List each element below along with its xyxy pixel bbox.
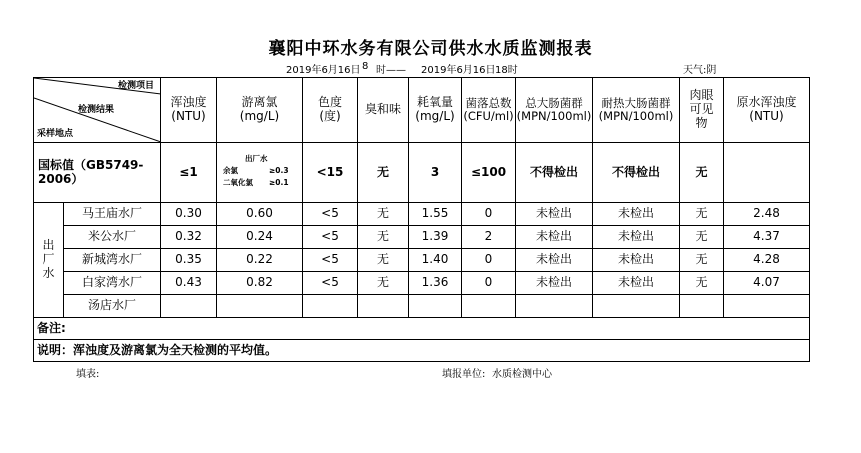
corner-item-label: 检测项目 (118, 81, 155, 91)
start-hour-suffix: 时—— (376, 65, 406, 76)
report-title: 襄阳中环水务有限公司供水水质监测报表 (268, 39, 593, 59)
col-header-turbidity: 浑浊度 (NTU) (161, 78, 217, 143)
site-name: 白家湾水厂 (64, 272, 161, 295)
end-hour: 18时 (495, 65, 518, 76)
start-date: 2019年6月16日 (286, 65, 361, 76)
explanation-row (34, 340, 810, 362)
site-name: 新城湾水厂 (64, 249, 161, 272)
table-row (34, 295, 810, 318)
group-label-outlet-water: 出 厂 水 (34, 203, 64, 318)
table-row: 出 厂 水 马王庙水厂 0.30 0.60 <5 无 1.55 0 未检出 未检出 无 2.48 (34, 203, 810, 226)
note-label: 备注: (34, 318, 810, 340)
corner-site-label: 采样地点 (37, 129, 74, 139)
col-header-raw-turbidity: 原水浑浊度 (NTU) (724, 78, 810, 143)
col-header-oxygen: 耗氧量 (mg/L) (409, 78, 462, 143)
standard-label: 国标值（GB5749-2006） (34, 143, 161, 203)
standard-row (34, 143, 810, 203)
unit-value: 水质检测中心 (492, 369, 552, 380)
standard-raw-turbidity (724, 143, 810, 203)
site-name: 米公水厂 (64, 226, 161, 249)
water-quality-table (33, 77, 810, 362)
standard-odor: 无 (358, 143, 409, 203)
standard-color: <15 (303, 143, 358, 203)
standard-turbidity: ≤1 (161, 143, 217, 203)
standard-visible-matter: 无 (680, 143, 724, 203)
standard-chlorine: 出厂水 余氯 ≥0.3 二氧化氯 ≥0.1 (217, 143, 303, 203)
standard-colony: ≤100 (462, 143, 516, 203)
standard-thermo-coliform: 不得检出 (593, 143, 680, 203)
note-row (34, 318, 810, 340)
start-hour: 8 (362, 61, 369, 72)
explanation-text: 说明：浑浊度及游离氯为全天检测的平均值。 (34, 340, 810, 362)
corner-cell (34, 78, 161, 143)
unit-label: 填报单位: (442, 369, 486, 380)
standard-coliform: 不得检出 (516, 143, 593, 203)
site-name: 汤店水厂 (64, 295, 161, 318)
standard-oxygen: 3 (409, 143, 462, 203)
end-date: 2019年6月16日 (421, 65, 496, 76)
col-header-odor: 臭和味 (358, 78, 409, 143)
header-row (34, 78, 810, 143)
table-row: 新城湾水厂 0.35 0.22 <5 无 1.40 0 未检出 未检出 无 4.28 (34, 249, 810, 272)
weather: 天气:阴 (683, 65, 717, 76)
col-header-visible-matter: 肉眼 可见 物 (680, 78, 724, 143)
col-header-color: 色度 (度) (303, 78, 358, 143)
filler-label: 填表: (76, 369, 100, 380)
table-row: 白家湾水厂 0.43 0.82 <5 无 1.36 0 未检出 未检出 无 4.07 (34, 272, 810, 295)
corner-result-label: 检测结果 (78, 105, 115, 115)
col-header-colony: 菌落总数 (CFU/ml) (462, 78, 516, 143)
table-row: 米公水厂 0.32 0.24 <5 无 1.39 2 未检出 未检出 无 4.37 (34, 226, 810, 249)
site-name: 马王庙水厂 (64, 203, 161, 226)
col-header-free-chlorine: 游离氯 (mg/L) (217, 78, 303, 143)
col-header-coliform: 总大肠菌群 (MPN/100ml) (516, 78, 593, 143)
col-header-thermo-coliform: 耐热大肠菌群 (MPN/100ml) (593, 78, 680, 143)
